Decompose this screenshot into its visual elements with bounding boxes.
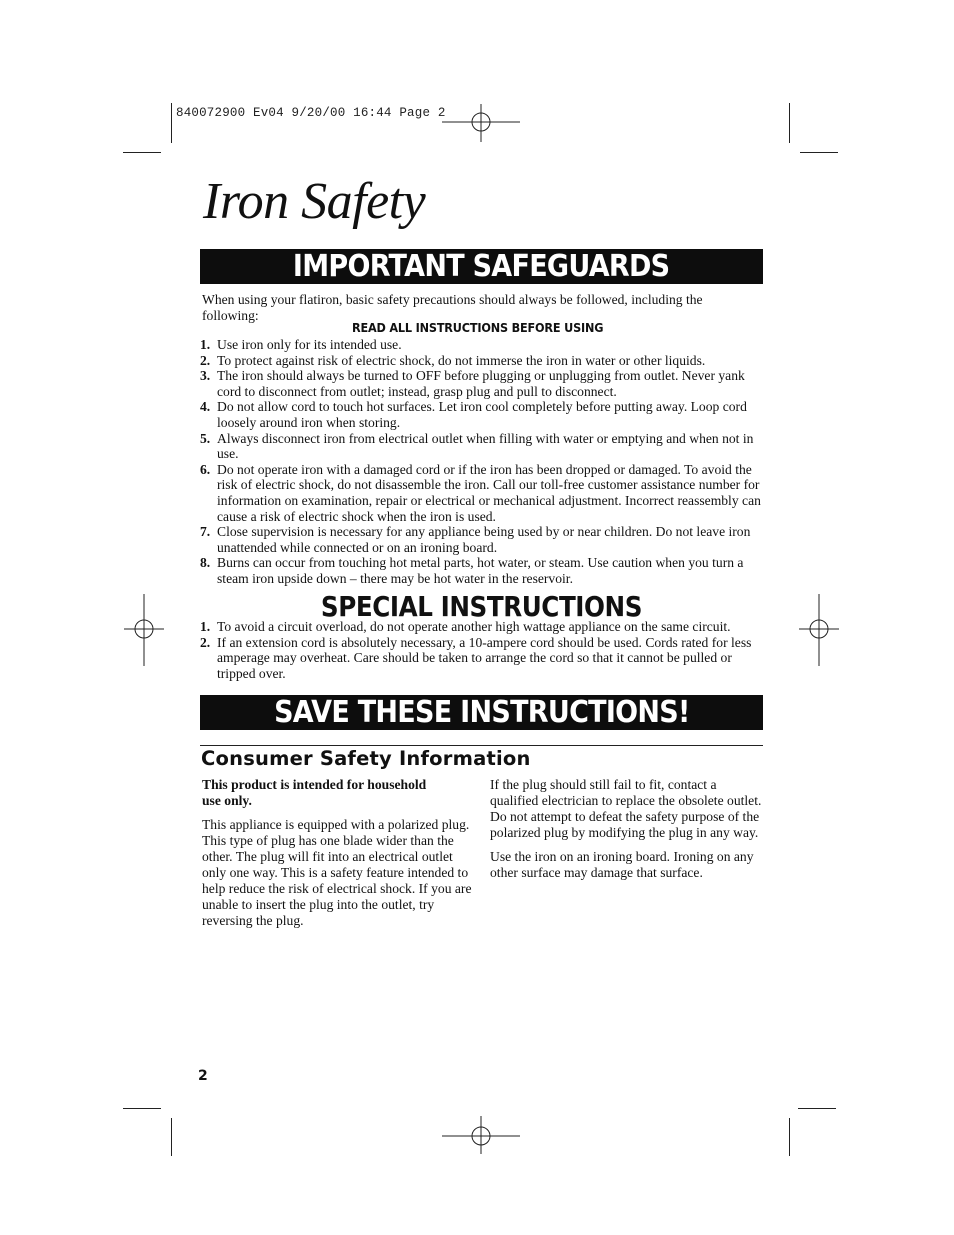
item-text: Always disconnect iron from electrical outlet when filling with water or emptying and when not in use.: [217, 430, 754, 462]
registration-mark-icon: [440, 100, 522, 144]
ironing-board-paragraph: Use the iron on an ironing board. Ironing on any other surface may damage that surface.: [490, 849, 754, 880]
list-item: [200, 399, 765, 430]
registration-mark-icon: [440, 1114, 522, 1158]
electrician-paragraph: If the plug should still fail to fit, contact a qualified electrician to replace the obsolete outlet. Do not attempt to defeat the safety purpose of the polarized plug by modifying the plug in any way.: [490, 777, 762, 840]
registration-mark-icon: [797, 592, 841, 668]
item-number: 7.: [200, 524, 211, 540]
item-number: 6.: [200, 461, 211, 477]
item-number: 2.: [200, 352, 211, 368]
list-item: [200, 431, 765, 462]
page-number: 2: [198, 1068, 208, 1084]
read-all-heading: [352, 320, 631, 335]
item-number: 5.: [200, 430, 211, 446]
item-number: 1.: [200, 337, 211, 352]
special-heading-text: SPECIAL INSTRUCTIONS: [320, 590, 643, 623]
crop-mark: [123, 152, 161, 153]
banner-text: SAVE THESE INSTRUCTIONS!: [273, 695, 690, 730]
item-text: If an extension cord is absolutely necessary, a 10-ampere cord should be used. Cords rated for less amperage may overheat. Care should be taken to arrange the cord so that it cannot be pulled or tripped over.: [217, 634, 752, 681]
crop-mark: [789, 103, 790, 143]
safeguards-list: [200, 337, 765, 587]
list-item: [200, 353, 765, 369]
consumer-right-column: [490, 777, 762, 889]
item-text: Use iron only for its intended use.: [217, 337, 402, 352]
item-text: Do not allow cord to touch hot surfaces. Let iron cool completely before putting away. Loop cord loosely around iron when storing.: [217, 399, 747, 430]
item-text: To protect against risk of electric shock, do not immerse the iron in water or other liquids.: [217, 352, 706, 368]
list-item: [200, 462, 765, 524]
print-slug: 840072900 Ev04 9/20/00 16:44 Page 2: [176, 106, 446, 120]
item-number: 2.: [200, 634, 211, 650]
crop-mark: [798, 1108, 836, 1109]
list-item: [200, 337, 765, 353]
list-item: [200, 635, 765, 682]
household-notice: This product is intended for household use only.: [202, 777, 427, 808]
section-divider: [200, 745, 763, 746]
item-number: 4.: [200, 399, 211, 415]
item-number: 3.: [200, 368, 211, 384]
list-item: [200, 524, 765, 555]
crop-mark: [789, 1118, 790, 1156]
item-text: To avoid a circuit overload, do not operate another high wattage appliance on the same circuit.: [217, 619, 731, 634]
item-text: Burns can occur from touching hot metal parts, hot water, or steam. Use caution when you turn a steam iron upside down – there may be hot water in the reservoir.: [217, 555, 744, 586]
crop-mark: [800, 152, 838, 153]
crop-mark: [123, 1108, 161, 1109]
banner-text: IMPORTANT SAFEGUARDS: [293, 249, 670, 284]
item-text: Do not operate iron with a damaged cord or if the iron has been dropped or damaged. To avoid the risk of electric shock, do not disassemble the iron. Call our toll-free customer assistance number for information on examination, repair or electrical or mechanical adjustment. Incorrect reassembly can cause a risk of electric shock when the iron is used.: [217, 461, 761, 524]
item-text: The iron should always be turned to OFF before plugging or unplugging from outlet. Never yank cord to disconnect from outlet; instead, grasp plug and pull to disconnect.: [217, 368, 745, 399]
read-all-text: READ ALL INSTRUCTIONS BEFORE USING: [352, 320, 604, 335]
list-item: [200, 555, 765, 586]
special-instructions-list: [200, 619, 765, 681]
registration-mark-icon: [122, 592, 166, 668]
item-number: 8.: [200, 555, 211, 571]
item-number: 1.: [200, 619, 211, 634]
item-text: Close supervision is necessary for any appliance being used by or near children. Do not leave iron unattended while connected or on an ironing board.: [217, 524, 751, 555]
consumer-safety-heading: Consumer Safety Information: [201, 747, 531, 770]
crop-mark: [171, 103, 172, 143]
important-safeguards-banner: [200, 249, 763, 284]
crop-mark: [171, 1118, 172, 1156]
intro-paragraph: When using your flatiron, basic safety precautions should always be followed, including the following:: [202, 292, 703, 323]
save-instructions-banner: [200, 695, 763, 730]
list-item: [200, 368, 765, 399]
page-title: Iron Safety: [203, 173, 426, 230]
consumer-left-column: [202, 777, 474, 937]
polarized-plug-paragraph: This appliance is equipped with a polarized plug. This type of plug has one blade wider than the other. The plug will fit into an electrical outlet only one way. This is a safety feature intended to help reduce the risk of electrical shock. If you are unable to insert the plug into the outlet, try reversing the plug.: [202, 817, 472, 928]
list-item: [200, 619, 765, 635]
